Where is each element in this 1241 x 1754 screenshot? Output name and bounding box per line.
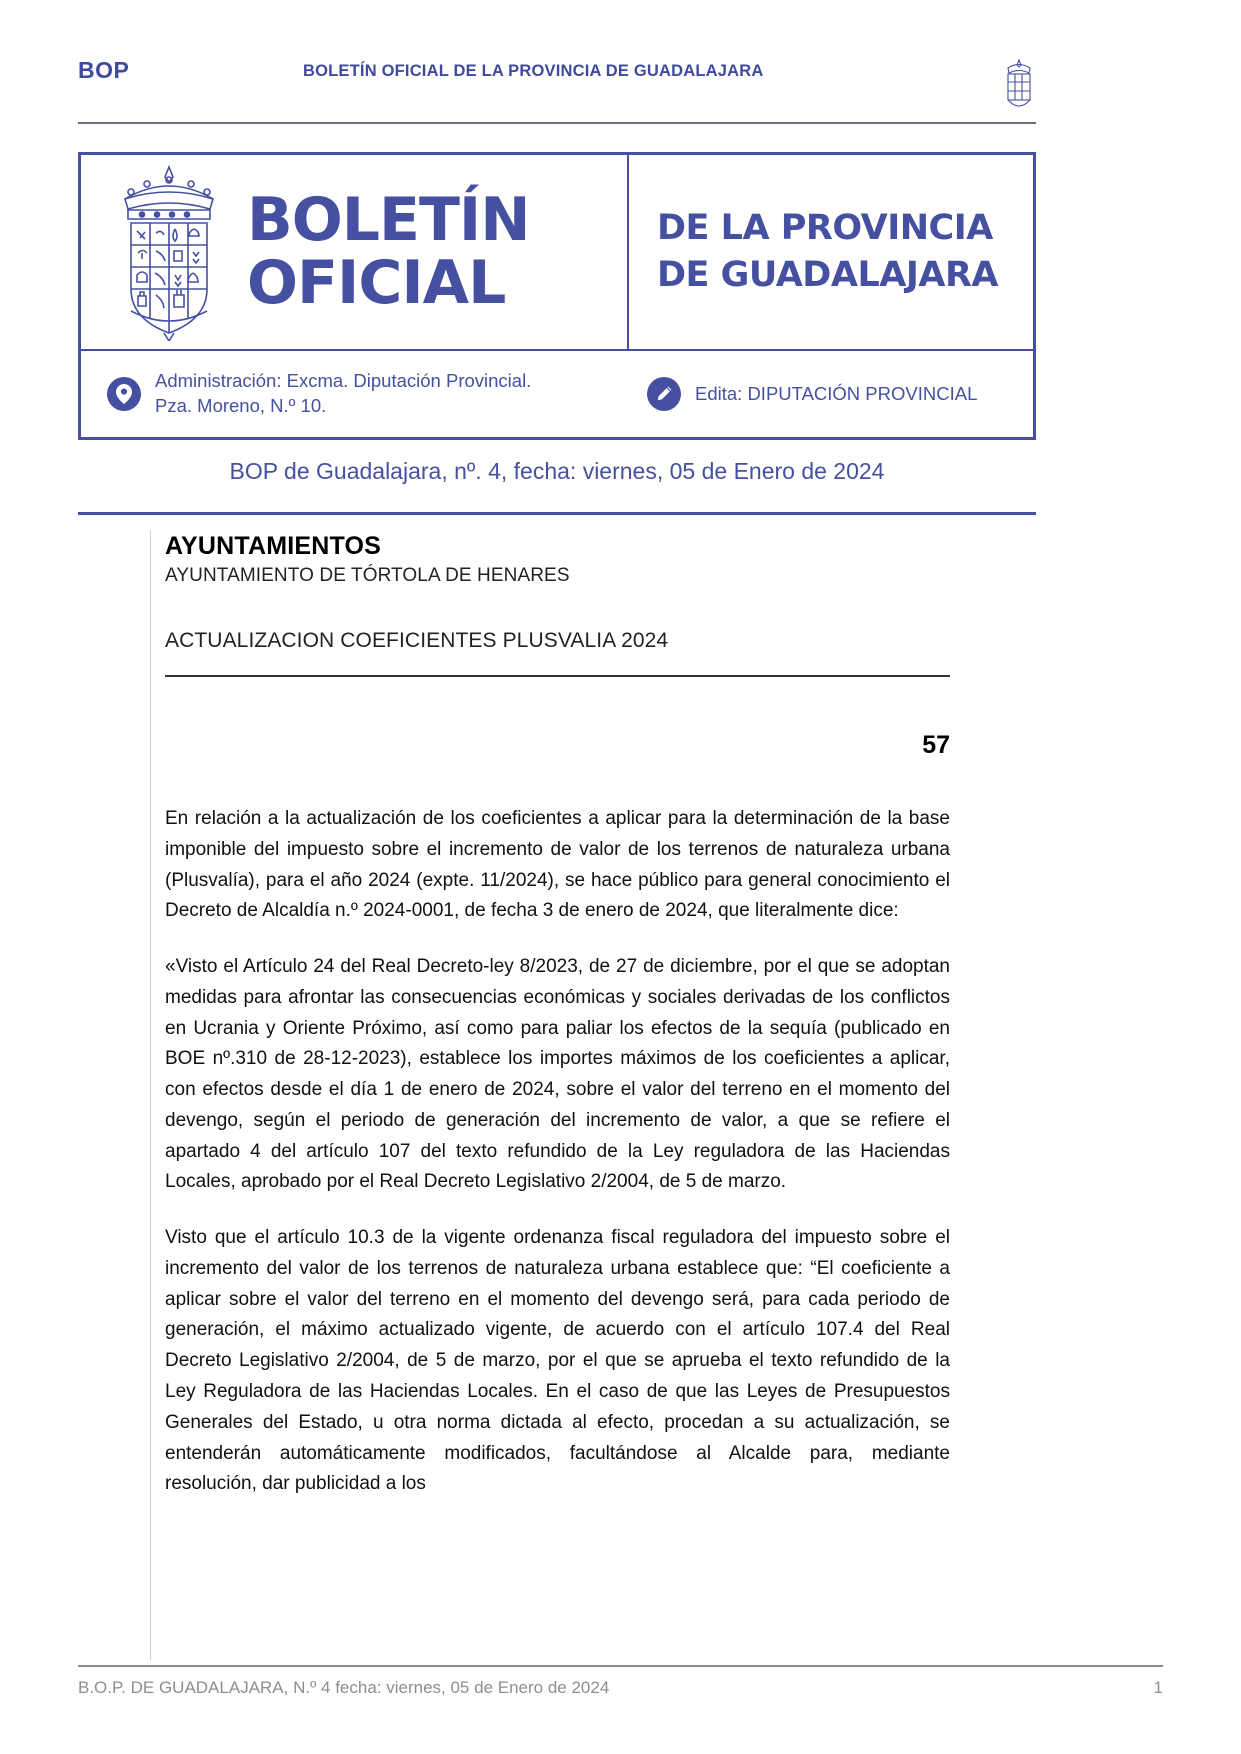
running-header-abbrev: BOP xyxy=(78,57,130,83)
administration-info xyxy=(107,369,647,419)
document-title: ACTUALIZACION COEFICIENTES PLUSVALIA 2024 xyxy=(165,629,669,652)
administration-line-2: Pza. Moreno, N.º 10. xyxy=(155,395,327,416)
document-number: 57 xyxy=(922,731,950,759)
footer-text: B.O.P. DE GUADALAJARA, N.º 4 fecha: viernes, 05 de Enero de 2024 xyxy=(78,1678,610,1697)
masthead-wordmark xyxy=(233,185,627,318)
body-paragraph: «Visto el Artículo 24 del Real Decreto-ley 8/2023, de 27 de diciembre, por el que se adoptan medidas para afrontar las consecuencias económicas y sociales derivadas de los conflictos en Ucrania y Oriente Próximo, así como para paliar los efectos de la sequía (publicado en BOE nº.310 de 28-12-2023), establece los importes máximos de los coeficientes a aplicar, con efectos desde el día 1 de enero de 2024, sobre el valor del terreno en el momento del devengo, según el periodo de generación del incremento de valor, a que se refiere el apartado 4 del artículo 107 del texto refundido de la Ley reguladora de las Haciendas Locales, aprobado por el Real Decreto Legislativo 2/2004, de 5 de marzo. xyxy=(165,956,950,1193)
margin-rule xyxy=(150,530,151,1660)
editor-text: Edita: DIPUTACIÓN PROVINCIAL xyxy=(695,382,978,404)
header-divider xyxy=(78,122,1036,124)
wordmark-line-2: OFICIAL xyxy=(247,248,506,318)
administration-line-1: Administración: Excma. Diputación Provincial. xyxy=(155,370,532,392)
page-number: 1 xyxy=(1153,1678,1163,1697)
guadalajara-coat-of-arms-icon xyxy=(105,161,233,343)
body-paragraph: Visto que el artículo 10.3 de la vigente ordenanza fiscal reguladora del impuesto sobre el incremento del valor de los terrenos de naturaleza urbana establece que: “El coeficiente a aplicar sobre el valor del terreno en el momento del devengo será, para cada periodo de generación, el máximo actualizado vigente, de acuerdo con el artículo 107.4 del Real Decreto Legislativo 2/2004, de 5 de marzo, por el que se aprueba el texto refundido de la Ley Reguladora de las Haciendas Locales. En el caso de que las Leyes de Presupuestos Generales del Estado, u otra norma dictada al efecto, procedan a su actualización, se entenderán automáticamente modificados, facultándose al Alcalde para, mediante resolución, dar publicidad a los xyxy=(165,1227,950,1495)
masthead-province-line-1: DE LA PROVINCIA xyxy=(657,207,993,248)
masthead-right xyxy=(629,155,1033,349)
masthead-top xyxy=(81,155,1033,351)
pencil-icon xyxy=(647,377,681,411)
section-title: AYUNTAMIENTOS xyxy=(165,532,382,560)
section-subtitle: AYUNTAMIENTO DE TÓRTOLA DE HENARES xyxy=(165,565,570,586)
footer-divider xyxy=(78,1665,1163,1667)
title-divider xyxy=(165,675,950,677)
running-header xyxy=(78,58,1036,118)
body-paragraph: En relación a la actualización de los coeficientes a aplicar para la determinación de la base imponible del impuesto sobre el incremento de valor de los terrenos de naturaleza urbana (Plusvalía), para el año 2024 (expte. 11/2024), se hace público para general conocimiento el Decreto de Alcaldía n.º 2024-0001, de fecha 3 de enero de 2024, que literalmente dice: xyxy=(165,808,950,922)
masthead-box xyxy=(78,152,1036,440)
administration-text xyxy=(155,369,531,419)
page-footer xyxy=(78,1678,1163,1698)
issue-date-line: BOP de Guadalajara, nº. 4, fecha: viernes, 05 de Enero de 2024 xyxy=(229,458,885,484)
document-content xyxy=(165,532,950,1525)
masthead-left xyxy=(81,155,629,349)
masthead-info-bar xyxy=(81,351,1033,437)
editor-info xyxy=(647,377,977,411)
running-header-title: BOLETÍN OFICIAL DE LA PROVINCIA DE GUADALAJARA xyxy=(303,62,764,80)
date-divider xyxy=(78,512,1036,515)
location-pin-icon xyxy=(107,377,141,411)
masthead-province-line-2: DE GUADALAJARA xyxy=(657,255,998,295)
provincial-coat-of-arms-icon xyxy=(976,58,1036,114)
wordmark-line-1: BOLETÍN xyxy=(247,185,530,255)
